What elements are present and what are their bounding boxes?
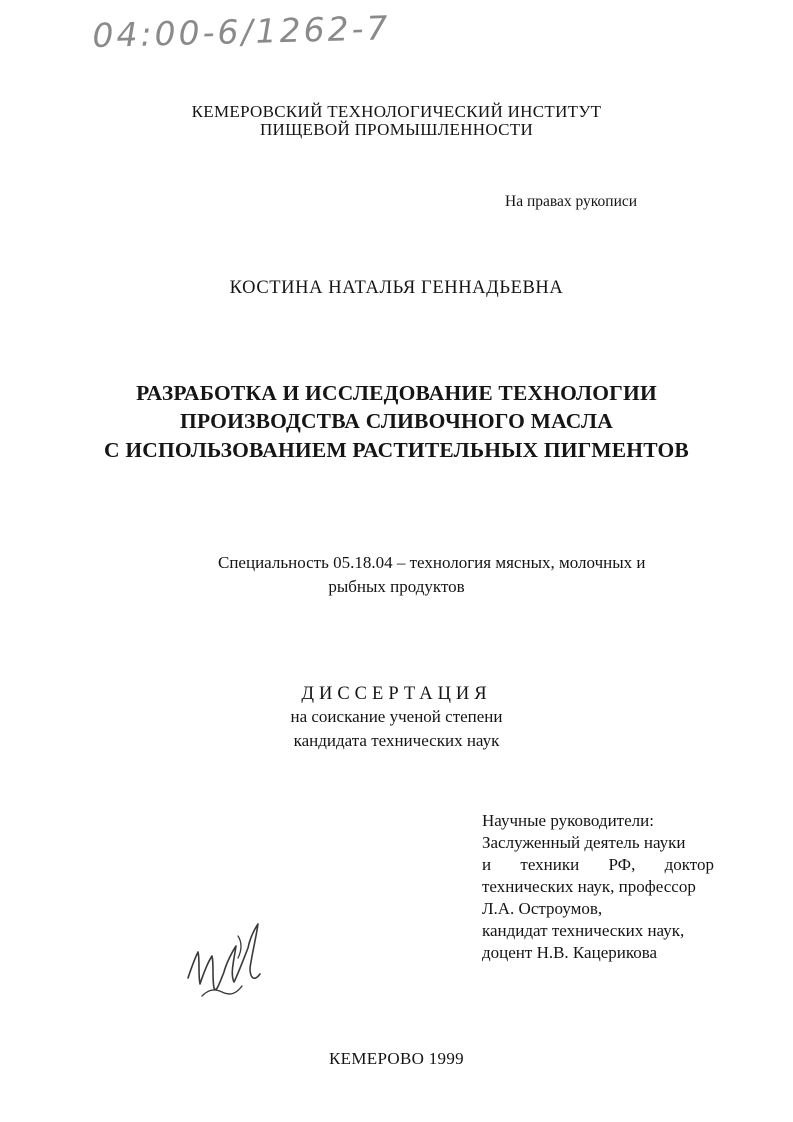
handwritten-call-number: 04:00-6/1262-7 (92, 8, 391, 55)
dissertation-heading: ДИССЕРТАЦИЯ (301, 684, 492, 704)
specialty-line-1: Специальность 05.18.04 – технология мясных, молочных и (218, 553, 646, 572)
advisors-line: технических наук, профессор (482, 877, 696, 896)
dissertation-title-line-1: РАЗРАБОТКА И ИССЛЕДОВАНИЕ ТЕХНОЛОГИИ (136, 381, 657, 405)
specialty-line-2: рыбных продуктов (328, 577, 465, 596)
dissertation-title-line-3: С ИСПОЛЬЗОВАНИЕМ РАСТИТЕЛЬНЫХ ПИГМЕНТОВ (104, 438, 689, 462)
advisors-line: Заслуженный деятель науки (482, 833, 686, 852)
advisors-line: Л.А. Остроумов, (482, 899, 603, 918)
manuscript-rights-note: На правах рукописи (505, 193, 638, 210)
degree-line-1: на соискание ученой степени (290, 707, 503, 726)
advisors-line: кандидат технических наук, (482, 921, 685, 940)
institute-name-line-1: КЕМЕРОВСКИЙ ТЕХНОЛОГИЧЕСКИЙ ИНСТИТУТ (191, 102, 602, 121)
handwritten-signature (178, 908, 278, 1008)
advisors-heading: Научные руководители: (482, 811, 654, 830)
scientific-advisors-block (482, 810, 714, 964)
degree-line-2: кандидата технических наук (293, 731, 500, 750)
city-and-year: КЕМЕРОВО 1999 (329, 1049, 464, 1068)
advisors-line: доцент Н.В. Кацерикова (482, 943, 658, 962)
dissertation-title-line-2: ПРОИЗВОДСТВА СЛИВОЧНОГО МАСЛА (180, 409, 613, 433)
advisors-line: и техники РФ, доктор (482, 855, 714, 874)
author-name: КОСТИНА НАТАЛЬЯ ГЕННАДЬЕВНА (229, 278, 564, 298)
institute-name-line-2: ПИЩЕВОЙ ПРОМЫШЛЕННОСТИ (259, 120, 534, 139)
